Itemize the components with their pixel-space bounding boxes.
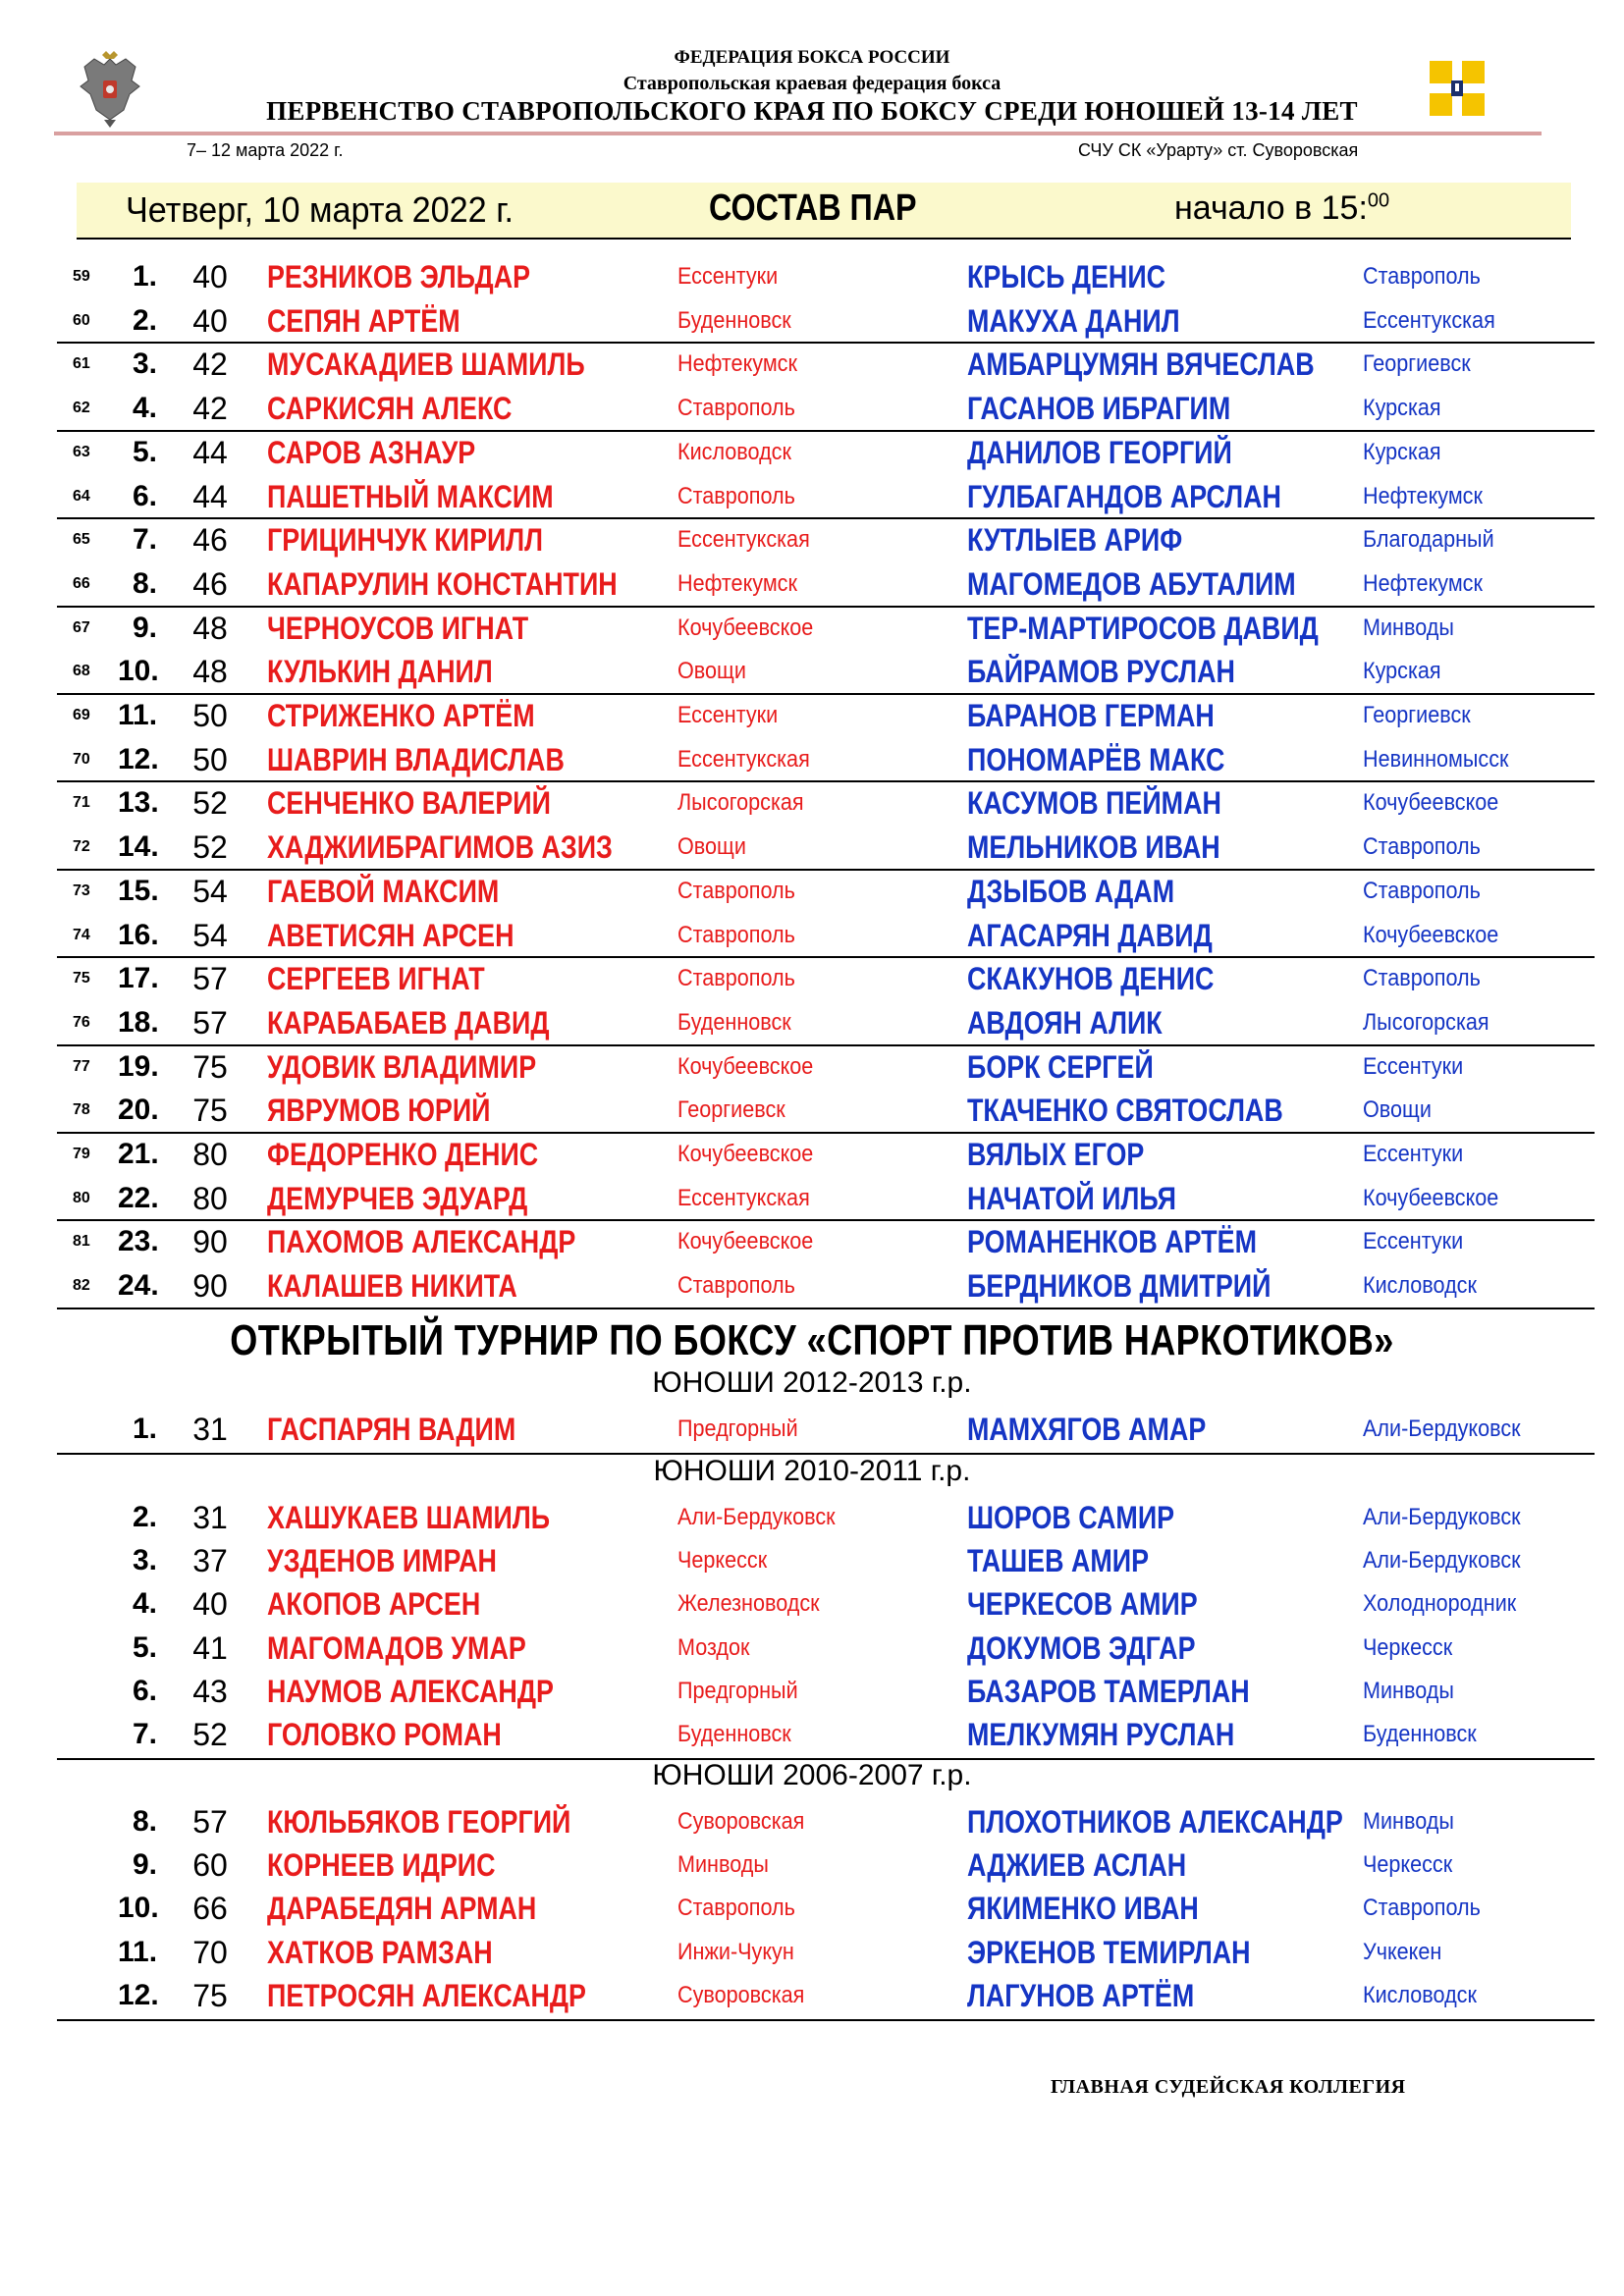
bout-row (0, 255, 1624, 298)
blue-corner-city: Минводы (1363, 1808, 1454, 1835)
blue-corner-name: ЛАГУНОВ АРТЁМ (967, 1978, 1195, 2013)
regional-federation-title: Ставропольская краевая федерация бокса (623, 73, 1001, 94)
pair-number: 20. (118, 1094, 159, 1126)
blue-corner-name: ТЕР-МАРТИРОСОВ ДАВИД (967, 611, 1319, 646)
blue-corner-city: Кочубеевское (1363, 1185, 1499, 1211)
red-corner-name: КУЛЬКИН ДАНИЛ (267, 654, 493, 689)
pair-number: 24. (118, 1269, 159, 1302)
red-corner-city: Овощи (677, 833, 746, 860)
weight-class: 75 (192, 1049, 228, 1085)
blue-corner-name: ДЗЫБОВ АДАМ (967, 874, 1175, 909)
pairs-title: СОСТАВ ПАР (709, 187, 917, 229)
open-tournament-title: ОТКРЫТЫЙ ТУРНИР ПО БОКСУ «СПОРТ ПРОТИВ НАРКОТИКОВ» (230, 1316, 1394, 1364)
red-corner-name: ПЕТРОСЯН АЛЕКСАНДР (267, 1978, 586, 2013)
red-corner-name: МУСАКАДИЕВ ШАМИЛЬ (267, 347, 585, 382)
pair-number: 21. (118, 1138, 159, 1170)
red-corner-city: Буденновск (677, 1721, 791, 1747)
red-corner-name: КАЛАШЕВ НИКИТА (267, 1268, 517, 1304)
red-corner-name: САРКИСЯН АЛЕКС (267, 391, 513, 426)
weight-class: 46 (192, 522, 228, 558)
bout-row (0, 1582, 1624, 1626)
bout-number: 66 (73, 575, 90, 592)
weight-class: 41 (192, 1630, 228, 1666)
bout-row (0, 518, 1624, 561)
bout-row (0, 475, 1624, 518)
red-corner-name: ХАДЖИИБРАГИМОВ АЗИЗ (267, 829, 613, 865)
red-corner-name: ПАШЕТНЫЙ МАКСИМ (267, 479, 554, 514)
blue-corner-name: ШОРОВ САМИР (967, 1500, 1175, 1535)
weight-class: 40 (192, 259, 228, 294)
bout-row (0, 781, 1624, 825)
blue-corner-name: РОМАНЕНКОВ АРТЁМ (967, 1224, 1258, 1259)
blue-corner-name: НАЧАТОЙ ИЛЬЯ (967, 1181, 1176, 1216)
pair-number: 23. (118, 1225, 159, 1257)
blue-corner-name: МЕЛКУМЯН РУСЛАН (967, 1717, 1235, 1752)
weight-class: 80 (192, 1137, 228, 1172)
red-corner-city: Суворовская (677, 1808, 805, 1835)
bout-row (0, 562, 1624, 606)
federation-title: ФЕДЕРАЦИЯ БОКСА РОССИИ (674, 47, 950, 68)
blue-corner-name: КАСУМОВ ПЕЙМАН (967, 785, 1221, 821)
blue-corner-name: ДОКУМОВ ЭДГАР (967, 1630, 1196, 1666)
red-corner-city: Ессентуки (677, 263, 779, 290)
red-corner-city: Предгорный (677, 1415, 798, 1442)
weight-class: 66 (192, 1891, 228, 1926)
weight-class: 70 (192, 1935, 228, 1970)
red-corner-city: Ессентукская (677, 746, 810, 773)
bout-row (0, 870, 1624, 913)
start-time-label: начало в 15: (1174, 189, 1368, 227)
bout-number: 80 (73, 1190, 90, 1206)
blue-corner-city: Курская (1363, 439, 1441, 465)
red-corner-name: ХАТКОВ РАМЗАН (267, 1935, 493, 1970)
bout-row (0, 1800, 1624, 1843)
blue-corner-city: Буденновск (1363, 1721, 1477, 1747)
blue-corner-name: ПЛОХОТНИКОВ АЛЕКСАНДР (967, 1804, 1343, 1840)
weight-class: 31 (192, 1500, 228, 1535)
blue-corner-name: КРЫСЬ ДЕНИС (967, 259, 1166, 294)
row-divider (57, 2019, 1595, 2021)
blue-corner-name: БОРК СЕРГЕЙ (967, 1049, 1154, 1085)
bout-number: 59 (73, 268, 90, 285)
blue-corner-city: Минводы (1363, 1678, 1454, 1704)
header-divider (54, 132, 1542, 135)
blue-corner-city: Ставрополь (1363, 1895, 1481, 1921)
pair-number: 10. (118, 1892, 159, 1924)
bout-row (0, 1713, 1624, 1756)
blue-corner-city: Ессентуки (1363, 1053, 1464, 1080)
bout-row (0, 431, 1624, 474)
bout-row (0, 1264, 1624, 1308)
red-corner-city: Ставрополь (677, 1895, 795, 1921)
age-group-title: ЮНОШИ 2012-2013 г.р. (652, 1366, 972, 1399)
red-corner-city: Железноводск (677, 1590, 820, 1617)
red-corner-name: ГАЕВОЙ МАКСИМ (267, 874, 500, 909)
pair-number: 6. (132, 1675, 157, 1707)
red-corner-name: АКОПОВ АРСЕН (267, 1586, 481, 1622)
bout-row (0, 1931, 1624, 1974)
blue-corner-city: Ессентуки (1363, 1228, 1464, 1255)
red-corner-name: УЗДЕНОВ ИМРАН (267, 1543, 497, 1578)
red-corner-city: Ставрополь (677, 1272, 795, 1299)
bout-row (0, 1089, 1624, 1132)
blue-corner-city: Али-Бердуковск (1363, 1415, 1521, 1442)
bout-number: 78 (73, 1101, 90, 1118)
pair-number: 9. (132, 1848, 157, 1881)
weight-class: 90 (192, 1268, 228, 1304)
red-corner-name: САРОВ АЗНАУР (267, 435, 476, 470)
blue-corner-city: Черкесск (1363, 1634, 1453, 1661)
red-corner-name: КАРАБАБАЕВ ДАВИД (267, 1005, 550, 1041)
blue-corner-city: Ставрополь (1363, 878, 1481, 904)
red-corner-city: Кочубеевское (677, 1141, 814, 1167)
bout-number: 76 (73, 1014, 90, 1031)
red-corner-city: Буденновск (677, 307, 791, 334)
blue-corner-city: Георгиевск (1363, 350, 1471, 377)
bout-number: 65 (73, 531, 90, 548)
red-corner-city: Кисловодск (677, 439, 791, 465)
pair-number: 2. (132, 304, 157, 337)
red-corner-city: Суворовская (677, 1982, 805, 2008)
blue-corner-name: АГАСАРЯН ДАВИД (967, 918, 1213, 953)
red-corner-name: ГАСПАРЯН ВАДИМ (267, 1412, 516, 1447)
red-corner-name: СЕНЧЕНКО ВАЛЕРИЙ (267, 785, 551, 821)
blue-corner-city: Али-Бердуковск (1363, 1504, 1521, 1530)
red-corner-name: ГОЛОВКО РОМАН (267, 1717, 502, 1752)
weight-class: 43 (192, 1674, 228, 1709)
bout-row (0, 1974, 1624, 2017)
weight-class: 54 (192, 918, 228, 953)
blue-corner-name: ВЯЛЫХ ЕГОР (967, 1137, 1145, 1172)
red-corner-city: Инжи-Чукун (677, 1939, 794, 1965)
red-corner-city: Ессентукская (677, 1185, 810, 1211)
pair-number: 7. (132, 523, 157, 556)
red-corner-city: Кочубеевское (677, 614, 814, 641)
event-venue: СЧУ СК «Урарту» ст. Суворовская (1078, 140, 1359, 160)
red-corner-city: Ставрополь (677, 965, 795, 991)
red-corner-name: ЧЕРНОУСОВ ИГНАТ (267, 611, 529, 646)
blue-corner-city: Кочубеевское (1363, 922, 1499, 948)
bout-row (0, 1045, 1624, 1089)
red-corner-name: СЕРГЕЕВ ИГНАТ (267, 961, 485, 996)
red-corner-city: Георгиевск (677, 1096, 785, 1123)
pair-number: 2. (132, 1501, 157, 1533)
blue-corner-city: Лысогорская (1363, 1009, 1489, 1036)
weight-class: 75 (192, 1093, 228, 1128)
red-corner-name: РЕЗНИКОВ ЭЛЬДАР (267, 259, 531, 294)
blue-corner-city: Нефтекумск (1363, 483, 1483, 509)
red-corner-city: Моздок (677, 1634, 750, 1661)
weight-class: 60 (192, 1847, 228, 1883)
blue-corner-city: Благодарный (1363, 526, 1494, 553)
start-time (1174, 189, 1389, 228)
red-corner-name: МАГОМАДОВ УМАР (267, 1630, 526, 1666)
bout-row (0, 957, 1624, 1000)
bout-number: 73 (73, 882, 90, 899)
blue-corner-name: МЕЛЬНИКОВ ИВАН (967, 829, 1220, 865)
bout-row (0, 1001, 1624, 1044)
pair-number: 3. (132, 1544, 157, 1576)
bout-row (0, 1843, 1624, 1887)
red-corner-city: Овощи (677, 658, 746, 684)
pair-number: 5. (132, 436, 157, 468)
weight-class: 52 (192, 829, 228, 865)
bout-row (0, 1408, 1624, 1451)
blue-corner-name: МАГОМЕДОВ АБУТАЛИМ (967, 566, 1296, 602)
blue-corner-name: КУТЛЫЕВ АРИФ (967, 522, 1183, 558)
blue-corner-city: Ставрополь (1363, 833, 1481, 860)
pair-number: 14. (118, 830, 159, 863)
blue-corner-name: БЕРДНИКОВ ДМИТРИЙ (967, 1268, 1272, 1304)
weight-class: 57 (192, 1804, 228, 1840)
blue-corner-city: Нефтекумск (1363, 570, 1483, 597)
weight-class: 50 (192, 698, 228, 733)
pair-number: 11. (118, 1936, 158, 1968)
pair-number: 17. (118, 962, 159, 994)
pair-number: 8. (132, 1805, 157, 1838)
bout-row (0, 299, 1624, 343)
red-corner-name: ДЕМУРЧЕВ ЭДУАРД (267, 1181, 528, 1216)
bout-number: 81 (73, 1233, 90, 1250)
pair-number: 22. (118, 1182, 159, 1214)
bout-row (0, 1539, 1624, 1582)
blue-corner-name: ТАШЕВ АМИР (967, 1543, 1150, 1578)
blue-corner-name: БАРАНОВ ГЕРМАН (967, 698, 1215, 733)
bout-row (0, 1177, 1624, 1220)
blue-corner-city: Невинномысск (1363, 746, 1509, 773)
bout-row (0, 1133, 1624, 1176)
blue-corner-name: АМБАРЦУМЯН ВЯЧЕСЛАВ (967, 347, 1315, 382)
pair-number: 4. (132, 392, 157, 424)
blue-corner-name: ЧЕРКЕСОВ АМИР (967, 1586, 1198, 1622)
blue-corner-name: ТКАЧЕНКО СВЯТОСЛАВ (967, 1093, 1283, 1128)
bout-row (0, 1220, 1624, 1263)
blue-corner-name: ДАНИЛОВ ГЕОРГИЙ (967, 435, 1232, 470)
blue-corner-name: МАМХЯГОВ АМАР (967, 1412, 1207, 1447)
bout-row (0, 343, 1624, 386)
weight-class: 46 (192, 566, 228, 602)
chief-judges-signature: ГЛАВНАЯ СУДЕЙСКАЯ КОЛЛЕГИЯ (1051, 2076, 1406, 2098)
red-corner-city: Лысогорская (677, 789, 804, 816)
weight-class: 80 (192, 1181, 228, 1216)
weight-class: 42 (192, 347, 228, 382)
weight-class: 40 (192, 303, 228, 339)
blue-corner-city: Кочубеевское (1363, 789, 1499, 816)
bout-number: 70 (73, 751, 90, 768)
red-corner-city: Али-Бердуковск (677, 1504, 836, 1530)
red-corner-name: ЯВРУМОВ ЮРИЙ (267, 1093, 491, 1128)
blue-corner-city: Минводы (1363, 614, 1454, 641)
red-corner-city: Нефтекумск (677, 570, 797, 597)
bout-number: 64 (73, 488, 90, 505)
blue-corner-city: Холоднородник (1363, 1590, 1517, 1617)
pair-number: 8. (132, 567, 157, 600)
stavropol-flag-icon (1430, 61, 1485, 116)
age-group-title: ЮНОШИ 2010-2011 г.р. (653, 1455, 971, 1487)
bout-number: 68 (73, 663, 90, 679)
weight-class: 90 (192, 1224, 228, 1259)
pair-number: 12. (118, 1979, 159, 2011)
bout-number: 72 (73, 838, 90, 855)
bout-number: 77 (73, 1058, 90, 1075)
red-corner-name: ГРИЦИНЧУК КИРИЛЛ (267, 522, 544, 558)
start-time-minutes: 00 (1367, 189, 1390, 212)
blue-corner-city: Али-Бердуковск (1363, 1547, 1521, 1574)
blue-corner-city: Черкесск (1363, 1851, 1453, 1878)
red-corner-name: НАУМОВ АЛЕКСАНДР (267, 1674, 554, 1709)
bout-number: 61 (73, 355, 90, 372)
bout-row (0, 826, 1624, 869)
blue-corner-name: БАЙРАМОВ РУСЛАН (967, 654, 1235, 689)
red-corner-city: Черкесск (677, 1547, 768, 1574)
bout-row (0, 387, 1624, 430)
bout-row (0, 738, 1624, 781)
blue-corner-city: Курская (1363, 658, 1441, 684)
red-corner-city: Ставрополь (677, 922, 795, 948)
weight-class: 52 (192, 785, 228, 821)
pair-number: 11. (118, 699, 158, 731)
pair-number: 9. (132, 612, 157, 644)
bout-row (0, 694, 1624, 737)
blue-corner-name: БАЗАРОВ ТАМЕРЛАН (967, 1674, 1250, 1709)
weight-class: 54 (192, 874, 228, 909)
red-corner-city: Кочубеевское (677, 1053, 814, 1080)
pair-number: 12. (118, 743, 159, 775)
blue-corner-name: ЯКИМЕНКО ИВАН (967, 1891, 1199, 1926)
red-corner-name: УДОВИК ВЛАДИМИР (267, 1049, 537, 1085)
red-corner-city: Предгорный (677, 1678, 798, 1704)
blue-corner-city: Георгиевск (1363, 702, 1471, 728)
weight-class: 31 (192, 1412, 228, 1447)
red-corner-name: КАПАРУЛИН КОНСТАНТИН (267, 566, 618, 602)
blue-corner-city: Ставрополь (1363, 263, 1481, 290)
red-corner-name: АВЕТИСЯН АРСЕН (267, 918, 514, 953)
weight-class: 37 (192, 1543, 228, 1578)
bout-row (0, 1887, 1624, 1930)
pair-number: 19. (118, 1050, 159, 1083)
red-corner-name: СТРИЖЕНКО АРТЁМ (267, 698, 535, 733)
event-dates: 7– 12 марта 2022 г. (187, 140, 344, 160)
blue-corner-city: Кисловодск (1363, 1982, 1477, 2008)
pair-number: 15. (118, 875, 159, 907)
blue-corner-name: МАКУХА ДАНИЛ (967, 303, 1180, 339)
red-corner-name: КОРНЕЕВ ИДРИС (267, 1847, 496, 1883)
weight-class: 57 (192, 1005, 228, 1041)
bout-row (0, 1670, 1624, 1713)
pair-number: 5. (132, 1631, 157, 1664)
blue-corner-city: Учкекен (1363, 1939, 1442, 1965)
red-corner-name: ДАРАБЕДЯН АРМАН (267, 1891, 537, 1926)
age-group-title: ЮНОШИ 2006-2007 г.р. (652, 1759, 972, 1791)
pair-number: 18. (118, 1006, 159, 1039)
weight-class: 48 (192, 611, 228, 646)
pair-number: 13. (118, 786, 159, 819)
red-corner-city: Ставрополь (677, 878, 795, 904)
bout-row (0, 1627, 1624, 1670)
blue-corner-city: Овощи (1363, 1096, 1432, 1123)
red-corner-city: Минводы (677, 1851, 769, 1878)
pair-number: 7. (132, 1718, 157, 1750)
blue-corner-name: ГУЛБАГАНДОВ АРСЛАН (967, 479, 1281, 514)
blue-corner-city: Кисловодск (1363, 1272, 1477, 1299)
bout-row (0, 1496, 1624, 1539)
bout-number: 67 (73, 619, 90, 636)
weight-class: 75 (192, 1978, 228, 2013)
day-date: Четверг, 10 марта 2022 г. (126, 189, 514, 230)
weight-class: 52 (192, 1717, 228, 1752)
bout-row (0, 914, 1624, 957)
red-corner-city: Ставрополь (677, 395, 795, 421)
bout-number: 74 (73, 927, 90, 943)
blue-corner-name: АДЖИЕВ АСЛАН (967, 1847, 1187, 1883)
weight-class: 57 (192, 961, 228, 996)
blue-corner-city: Ессентуки (1363, 1141, 1464, 1167)
weight-class: 50 (192, 742, 228, 777)
red-corner-name: ХАШУКАЕВ ШАМИЛЬ (267, 1500, 551, 1535)
pair-number: 10. (118, 655, 159, 687)
bout-number: 71 (73, 794, 90, 811)
bout-number: 82 (73, 1277, 90, 1294)
blue-corner-name: ЭРКЕНОВ ТЕМИРЛАН (967, 1935, 1251, 1970)
pair-number: 1. (132, 260, 157, 293)
weight-class: 48 (192, 654, 228, 689)
pair-number: 4. (132, 1587, 157, 1620)
pair-number: 6. (132, 480, 157, 512)
weight-class: 42 (192, 391, 228, 426)
blue-corner-name: ПОНОМАРЁВ МАКС (967, 742, 1225, 777)
red-corner-city: Нефтекумск (677, 350, 797, 377)
blue-corner-name: ГАСАНОВ ИБРАГИМ (967, 391, 1231, 426)
bout-row (0, 650, 1624, 693)
red-corner-city: Ессентукская (677, 526, 810, 553)
bout-number: 75 (73, 970, 90, 987)
bout-number: 60 (73, 312, 90, 329)
blue-corner-city: Ессентукская (1363, 307, 1495, 334)
blue-corner-city: Курская (1363, 395, 1441, 421)
red-corner-city: Кочубеевское (677, 1228, 814, 1255)
bout-number: 69 (73, 707, 90, 723)
bout-number: 79 (73, 1146, 90, 1162)
red-corner-city: Ставрополь (677, 483, 795, 509)
pair-number: 16. (118, 919, 159, 951)
red-corner-name: ПАХОМОВ АЛЕКСАНДР (267, 1224, 576, 1259)
weight-class: 40 (192, 1586, 228, 1622)
row-divider (57, 1308, 1595, 1309)
pair-number: 3. (132, 347, 157, 380)
bout-number: 62 (73, 400, 90, 416)
blue-corner-city: Ставрополь (1363, 965, 1481, 991)
red-corner-name: КЮЛЬБЯКОВ ГЕОРГИЙ (267, 1804, 571, 1840)
red-corner-name: СЕПЯН АРТЁМ (267, 303, 460, 339)
blue-corner-name: АВДОЯН АЛИК (967, 1005, 1163, 1041)
bout-row (0, 607, 1624, 650)
weight-class: 44 (192, 435, 228, 470)
red-corner-city: Ессентуки (677, 702, 779, 728)
red-corner-name: ШАВРИН ВЛАДИСЛАВ (267, 742, 565, 777)
championship-title: ПЕРВЕНСТВО СТАВРОПОЛЬСКОГО КРАЯ ПО БОКСУ СРЕДИ ЮНОШЕЙ 13-14 ЛЕТ (266, 96, 1358, 126)
bout-number: 63 (73, 444, 90, 460)
red-corner-name: ФЕДОРЕНКО ДЕНИС (267, 1137, 539, 1172)
blue-corner-name: СКАКУНОВ ДЕНИС (967, 961, 1215, 996)
red-corner-city: Буденновск (677, 1009, 791, 1036)
weight-class: 44 (192, 479, 228, 514)
pair-number: 1. (132, 1413, 157, 1445)
